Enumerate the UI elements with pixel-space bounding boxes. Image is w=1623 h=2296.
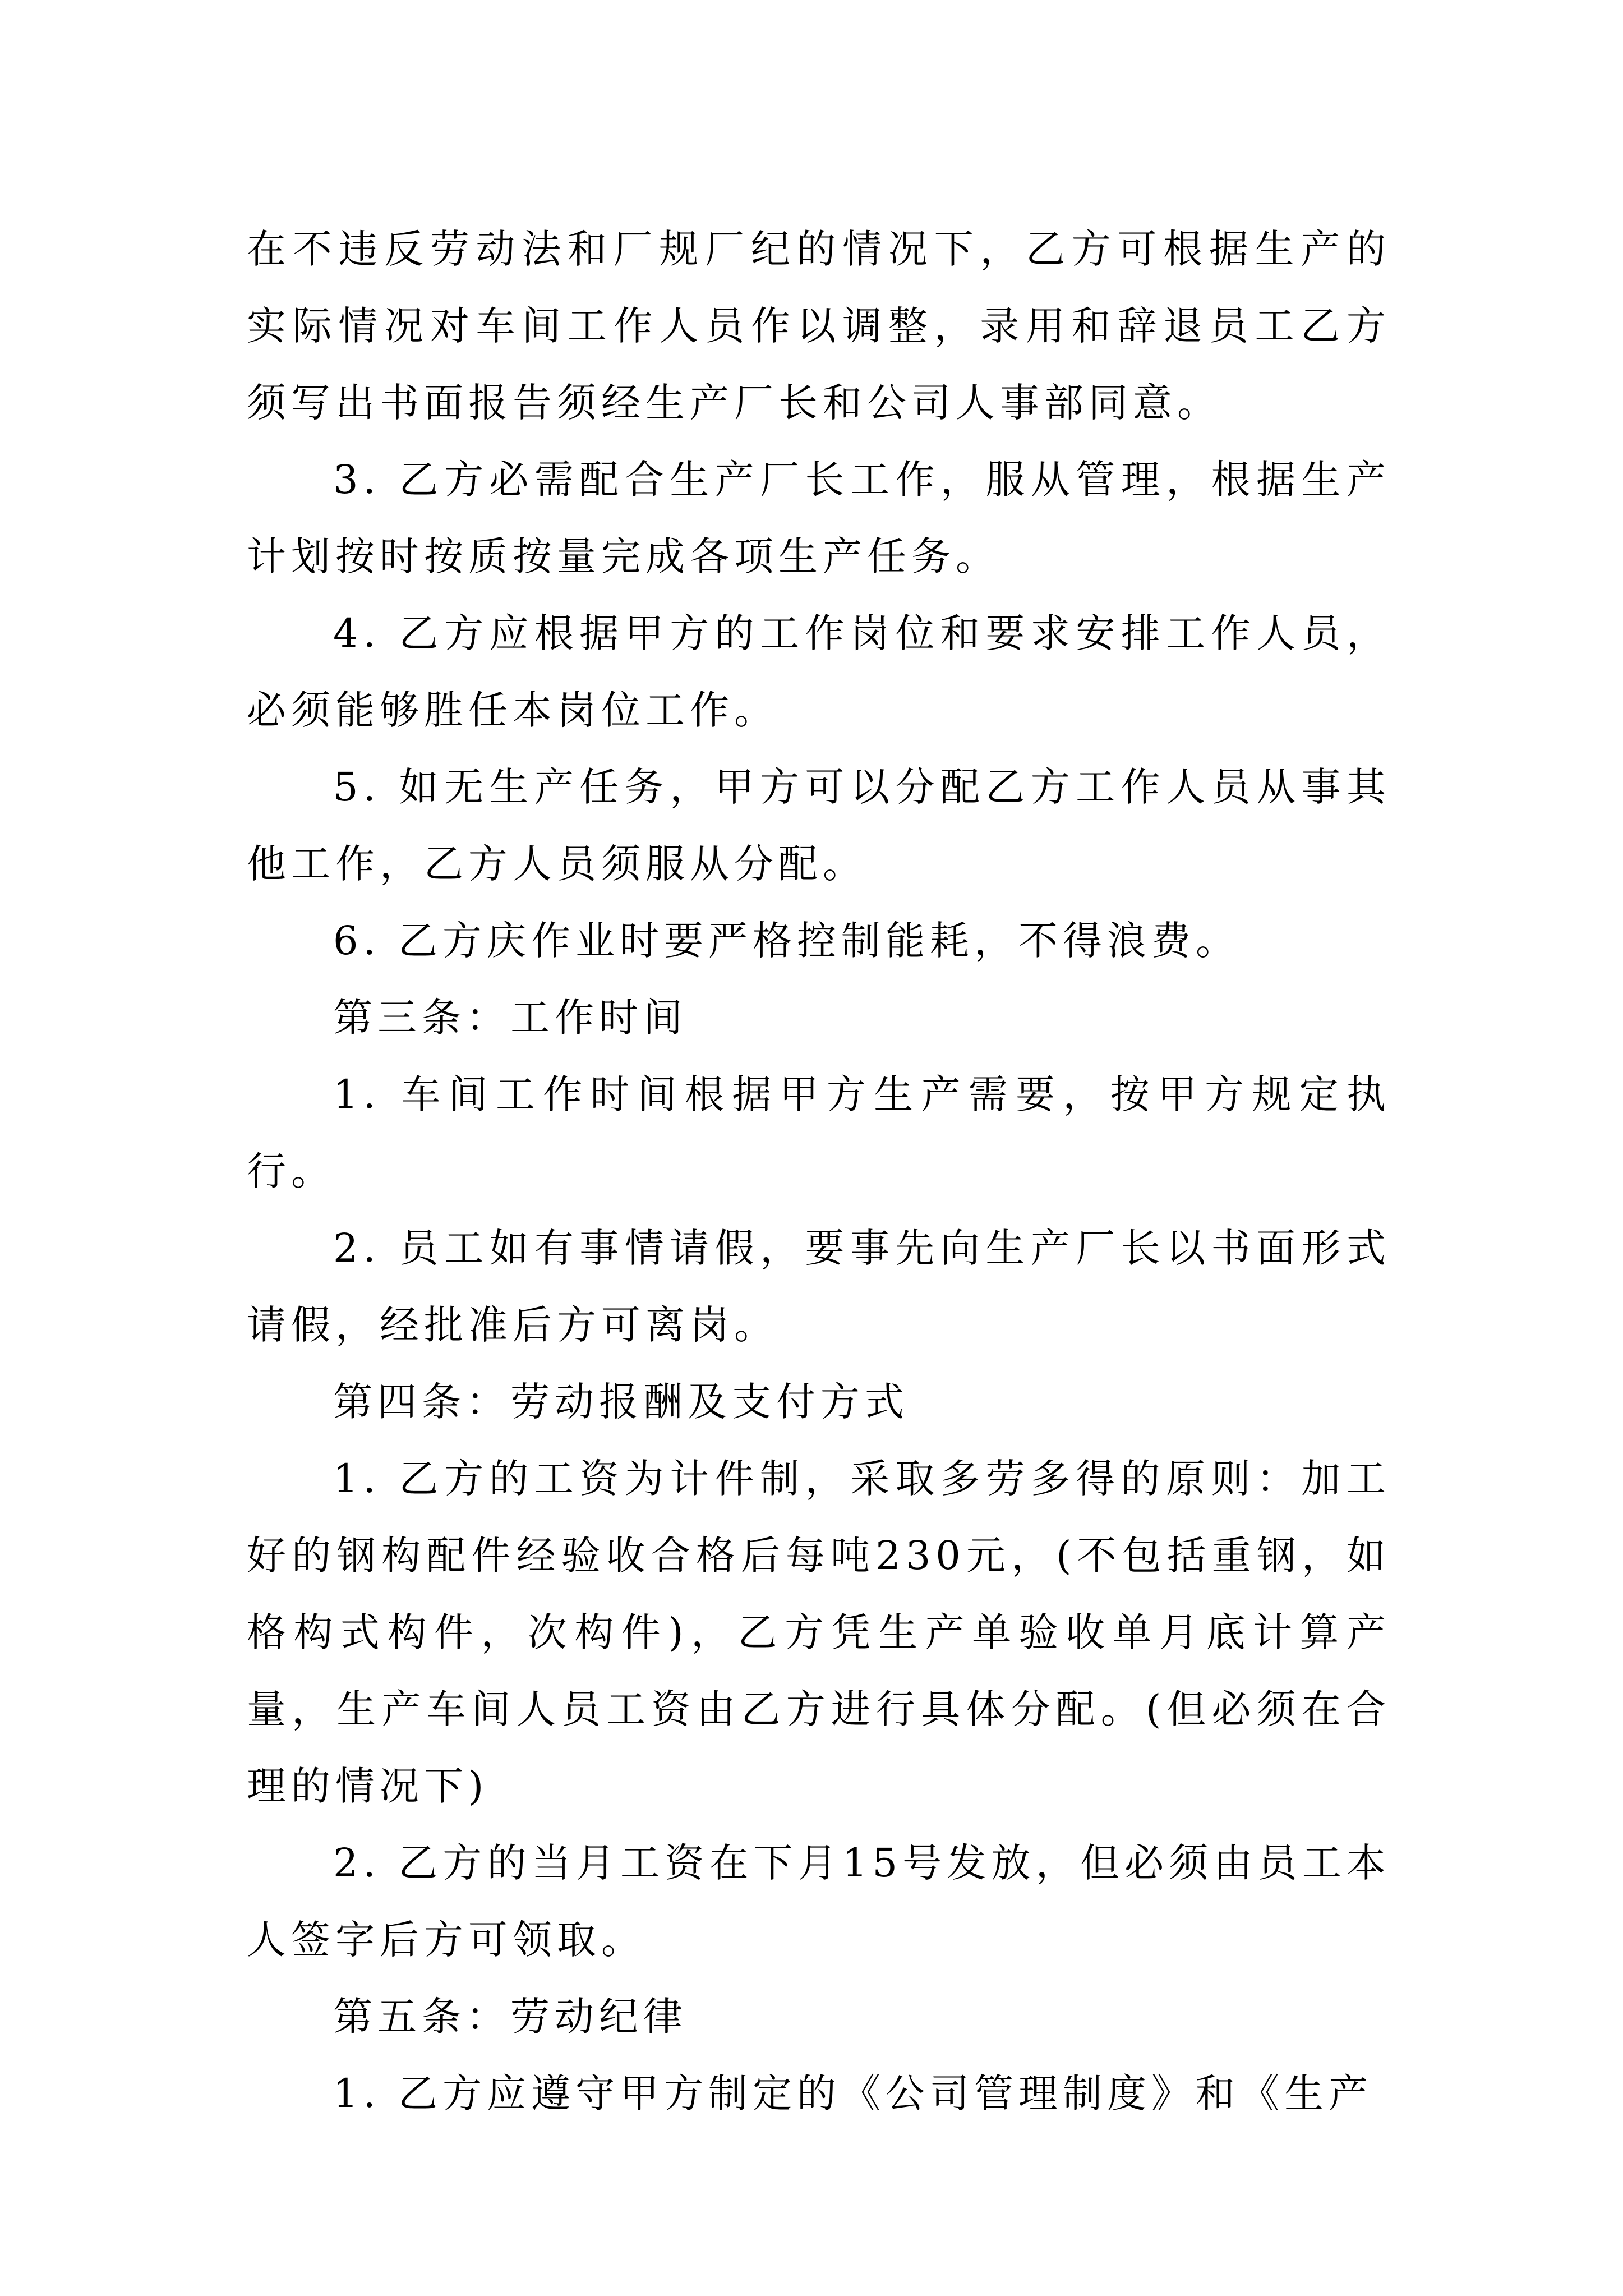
paragraph-article-5-item-1: 1. 乙方应遵守甲方制定的《公司管理制度》和《生产 <box>333 2070 1373 2116</box>
paragraph-article-3-item-2: 2. 员工如有事情请假，要事先向生产厂长以书面形式请假，经批准后方可离岗。 <box>247 1225 1391 1348</box>
paragraph-item-6: 6. 乙方庆作业时要严格控制能耗，不得浪费。 <box>333 918 1241 964</box>
paragraph-article-4-item-1: 1. 乙方的工资为计件制，采取多劳多得的原则：加工好的钢构配件经验收合格后每吨230元，(不包括重钢，如格构式构件，次构件)，乙方凭生产单验收单月底计算产量，生产车间人员工资由乙方进行具体分配。(但必须在合理的情况下) <box>247 1456 1391 1809</box>
section-heading-article-3: 第三条：工作时间 <box>333 995 688 1041</box>
paragraph-continuation: 在不违反劳动法和厂规厂纪的情况下，乙方可根据生产的实际情况对车间工作人员作以调整，录用和辞退员工乙方须写出书面报告须经生产厂长和公司人事部同意。 <box>247 226 1391 426</box>
section-heading-article-4: 第四条：劳动报酬及支付方式 <box>333 1379 909 1425</box>
paragraph-item-4: 4. 乙方应根据甲方的工作岗位和要求安排工作人员，必须能够胜任本岗位工作。 <box>247 610 1391 733</box>
paragraph-item-5: 5. 如无生产任务，甲方可以分配乙方工作人员从事其他工作，乙方人员须服从分配。 <box>247 764 1391 887</box>
paragraph-article-4-item-2: 2. 乙方的当月工资在下月15号发放，但必须由员工本人签字后方可领取。 <box>247 1840 1391 1963</box>
paragraph-item-3: 3. 乙方必需配合生产厂长工作，服从管理，根据生产计划按时按质按量完成各项生产任务。 <box>247 457 1391 579</box>
document-body <box>247 211 1391 2132</box>
section-heading-article-5: 第五条：劳动纪律 <box>333 1994 688 2040</box>
paragraph-article-3-item-1: 1. 车间工作时间根据甲方生产需要，按甲方规定执行。 <box>247 1071 1391 1194</box>
